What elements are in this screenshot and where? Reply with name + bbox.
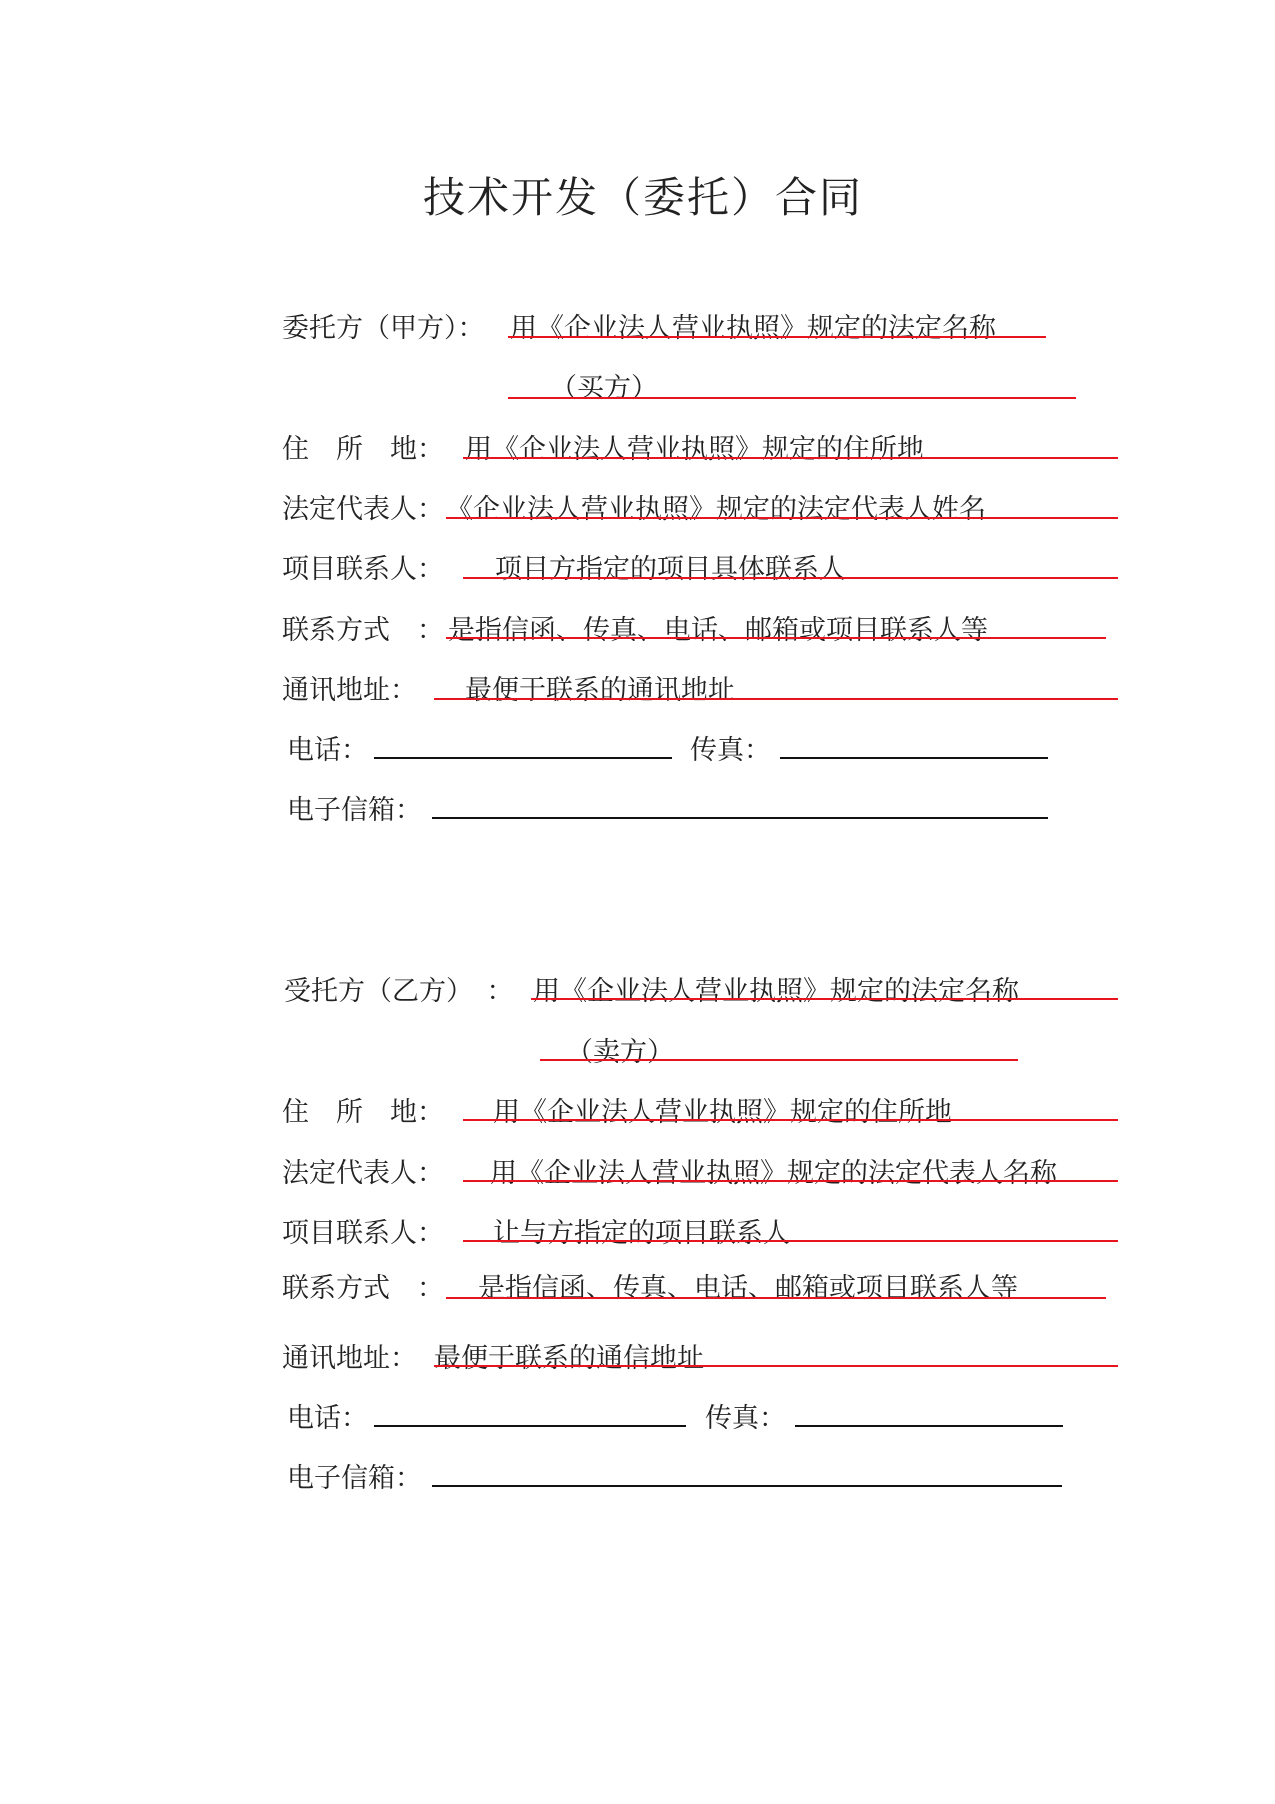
- party-a-mail-address-label: 通讯地址：: [282, 675, 417, 706]
- party-a-role-underline: [508, 397, 1076, 399]
- party-b-legal-rep-underline: [463, 1180, 1118, 1182]
- party-a-address-label: 住 所 地：: [282, 434, 444, 465]
- party-a-contact-underline: [463, 577, 1118, 579]
- party-b-heading: 受托方（乙方） ：: [284, 976, 514, 1007]
- party-a-fax-label: 传真：: [690, 735, 771, 766]
- party-b-address-value: 用《企业法人营业执照》规定的住所地: [493, 1097, 952, 1128]
- party-b-contact-method-underline: [446, 1297, 1106, 1299]
- party-b-mail-address-value: 最便于联系的通信地址: [434, 1343, 704, 1374]
- party-b-mail-address-underline: [434, 1365, 1118, 1367]
- party-a-role-value: （买方）: [550, 373, 658, 404]
- party-a-name-underline: [508, 336, 1046, 338]
- party-b-contact-method-value: 是指信函、传真、电话、邮箱或项目联系人等: [478, 1273, 1018, 1304]
- party-b-email-label: 电子信箱：: [287, 1463, 422, 1494]
- party-a-phone-blank[interactable]: [374, 757, 672, 759]
- party-a-contact-value: 项目方指定的项目具体联系人: [495, 554, 846, 585]
- party-b-mail-address-label: 通讯地址：: [282, 1343, 417, 1374]
- document-title: 技术开发（委托）合同: [423, 173, 864, 222]
- party-b-fax-blank[interactable]: [795, 1425, 1063, 1427]
- party-a-fax-blank[interactable]: [780, 757, 1048, 759]
- party-a-legal-rep-label: 法定代表人：: [282, 494, 444, 525]
- party-a-name-value: 用《企业法人营业执照》规定的法定名称: [510, 313, 996, 344]
- party-a-heading: 委托方（甲方）：: [282, 313, 485, 344]
- party-a-address-value: 用《企业法人营业执照》规定的住所地: [465, 434, 924, 465]
- party-b-fax-label: 传真：: [705, 1403, 786, 1434]
- party-b-role-value: （卖方）: [566, 1037, 674, 1068]
- party-b-name-underline: [531, 998, 1118, 1000]
- party-a-contact-method-value: 是指信函、传真、电话、邮箱或项目联系人等: [448, 615, 988, 646]
- party-a-email-blank[interactable]: [432, 817, 1048, 819]
- party-a-address-underline: [463, 457, 1118, 459]
- party-a-contact-method-label: 联系方式 ：: [282, 615, 444, 646]
- party-b-contact-value: 让与方指定的项目联系人: [493, 1218, 790, 1249]
- party-b-role-underline: [540, 1059, 1018, 1061]
- party-b-name-value: 用《企业法人营业执照》规定的法定名称: [533, 976, 1019, 1007]
- party-b-phone-label: 电话：: [287, 1403, 368, 1434]
- party-b-contact-label: 项目联系人：: [282, 1218, 444, 1249]
- party-b-legal-rep-value: 用《企业法人营业执照》规定的法定代表人名称: [490, 1158, 1057, 1189]
- party-a-contact-label: 项目联系人：: [282, 554, 444, 585]
- party-a-email-label: 电子信箱：: [287, 795, 422, 826]
- party-a-mail-address-value: 最便于联系的通讯地址: [465, 675, 735, 706]
- party-b-contact-method-label: 联系方式 ：: [282, 1273, 444, 1304]
- party-b-phone-blank[interactable]: [374, 1425, 686, 1427]
- party-b-contact-underline: [463, 1240, 1118, 1242]
- party-a-phone-label: 电话：: [287, 735, 368, 766]
- party-a-mail-address-underline: [434, 698, 1118, 700]
- party-b-email-blank[interactable]: [432, 1485, 1062, 1487]
- party-a-legal-rep-value: 《企业法人营业执照》规定的法定代表人姓名: [446, 494, 986, 525]
- party-b-legal-rep-label: 法定代表人：: [282, 1158, 444, 1189]
- party-b-address-label: 住 所 地：: [282, 1097, 444, 1128]
- party-b-address-underline: [463, 1119, 1118, 1121]
- party-a-contact-method-underline: [446, 637, 1106, 639]
- party-a-legal-rep-underline: [446, 517, 1118, 519]
